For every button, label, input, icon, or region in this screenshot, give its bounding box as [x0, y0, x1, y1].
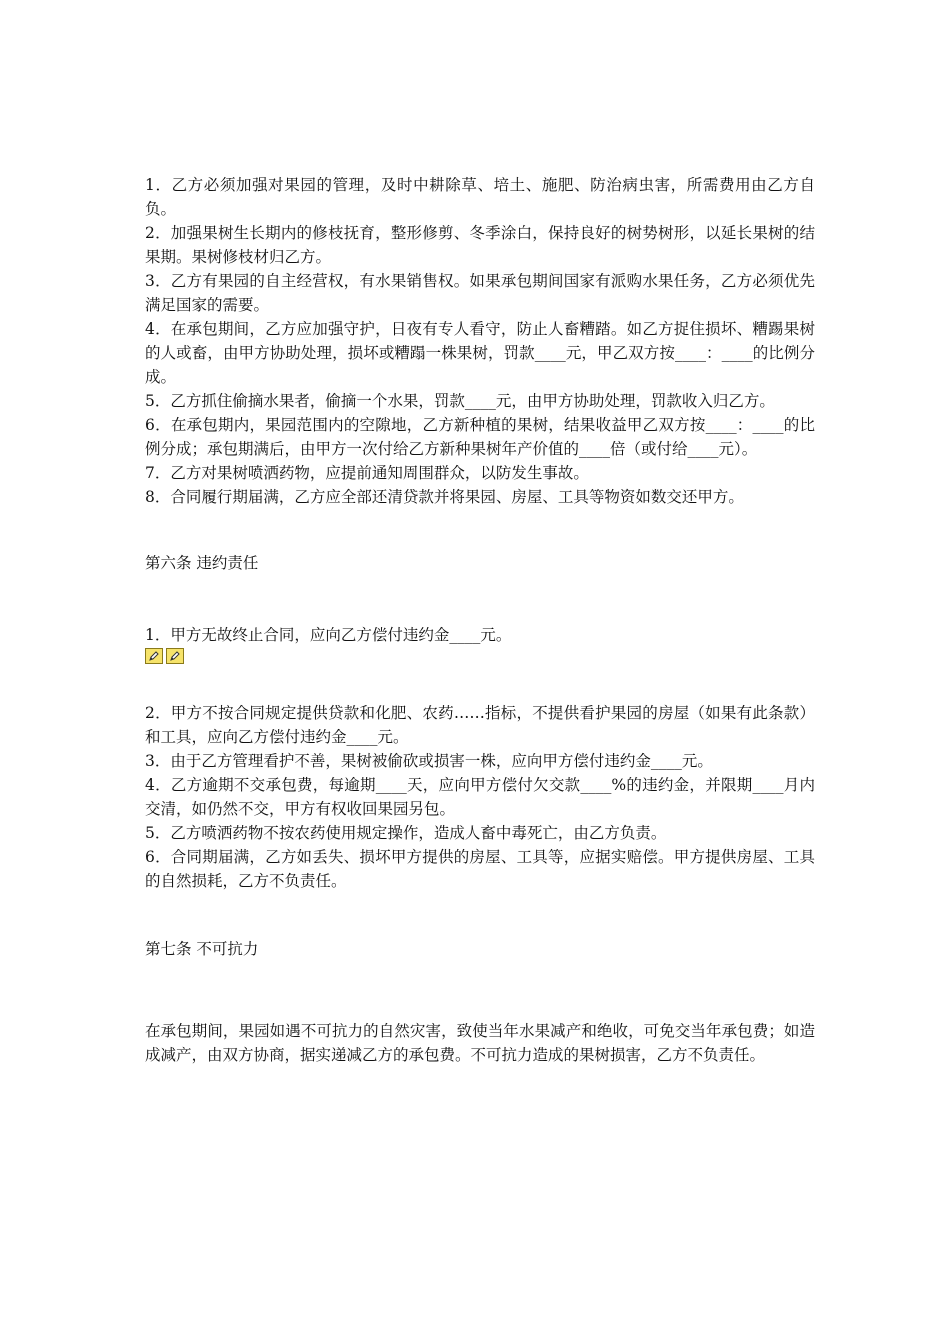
- section-7-title: 第七条 不可抗力: [145, 940, 259, 958]
- obligation-item: 6．在承包期内，果园范围内的空隙地，乙方新种植的果树，结果收益甲乙双方按____：____的比例分成；承包期满后，由甲方一次付给乙方新种果树年产价值的____倍（或付给____元）。: [145, 416, 815, 458]
- edit-icons-toolbar: [145, 648, 815, 666]
- breach-item: 5．乙方喷洒药物不按农药使用规定操作，造成人畜中毒死亡，由乙方负责。: [145, 824, 667, 842]
- obligation-item: 8．合同履行期届满，乙方应全部还清贷款并将果园、房屋、工具等物资如数交还甲方。: [145, 488, 744, 506]
- obligation-item: 2．加强果树生长期内的修枝抚育，整形修剪、冬季涂白，保持良好的树势树形，以延长果树的结果期。果树修枝材归乙方。: [145, 224, 815, 266]
- obligation-item: 3．乙方有果园的自主经营权，有水果销售权。如果承包期间国家有派购水果任务，乙方必须优先满足国家的需要。: [145, 272, 815, 314]
- obligation-item: 1．乙方必须加强对果园的管理，及时中耕除草、培土、施肥、防治病虫害，所需费用由乙方自负。: [145, 176, 815, 218]
- pencil-icon[interactable]: [145, 648, 163, 664]
- breach-item: 2．甲方不按合同规定提供贷款和化肥、农药……指标，不提供看护果园的房屋（如果有此条款）和工具，应向乙方偿付违约金____元。: [145, 704, 815, 746]
- obligation-item: 7．乙方对果树喷洒药物，应提前通知周围群众，以防发生事故。: [145, 464, 589, 482]
- obligation-item: 4．在承包期间，乙方应加强守护，日夜有专人看守，防止人畜糟踏。如乙方捉住损坏、糟踢果树的人或畜，由甲方协助处理，损坏或糟蹋一株果树，罚款____元，甲乙双方按____：____的比例分成。: [145, 320, 815, 386]
- breach-item: 3．由于乙方管理看护不善，果树被偷砍或损害一株，应向甲方偿付违约金____元。: [145, 752, 713, 770]
- obligation-item: 5．乙方抓住偷摘水果者，偷摘一个水果，罚款____元，由甲方协助处理，罚款收入归乙方。: [145, 392, 775, 410]
- breach-list: [145, 701, 815, 893]
- section-6-title: 第六条 违约责任: [145, 554, 259, 572]
- force-majeure-body: 在承包期间，果园如遇不可抗力的自然灾害，致使当年水果减产和绝收，可免交当年承包费；如造成减产，由双方协商，据实递减乙方的承包费。不可抗力造成的果树损害，乙方不负责任。: [145, 1022, 815, 1064]
- obligations-list: [145, 173, 815, 509]
- breach-item-1: 1．甲方无故终止合同，应向乙方偿付违约金____元。: [145, 626, 512, 644]
- breach-item: 6．合同期届满，乙方如丢失、损坏甲方提供的房屋、工具等，应据实赔偿。甲方提供房屋、工具的自然损耗，乙方不负责任。: [145, 848, 815, 890]
- pencil-icon[interactable]: [166, 648, 184, 664]
- contract-page: [145, 173, 815, 1067]
- breach-item: 4．乙方逾期不交承包费，每逾期____天，应向甲方偿付欠交款____%的违约金，并限期____月内交清，如仍然不交，甲方有权收回果园另包。: [145, 776, 815, 818]
